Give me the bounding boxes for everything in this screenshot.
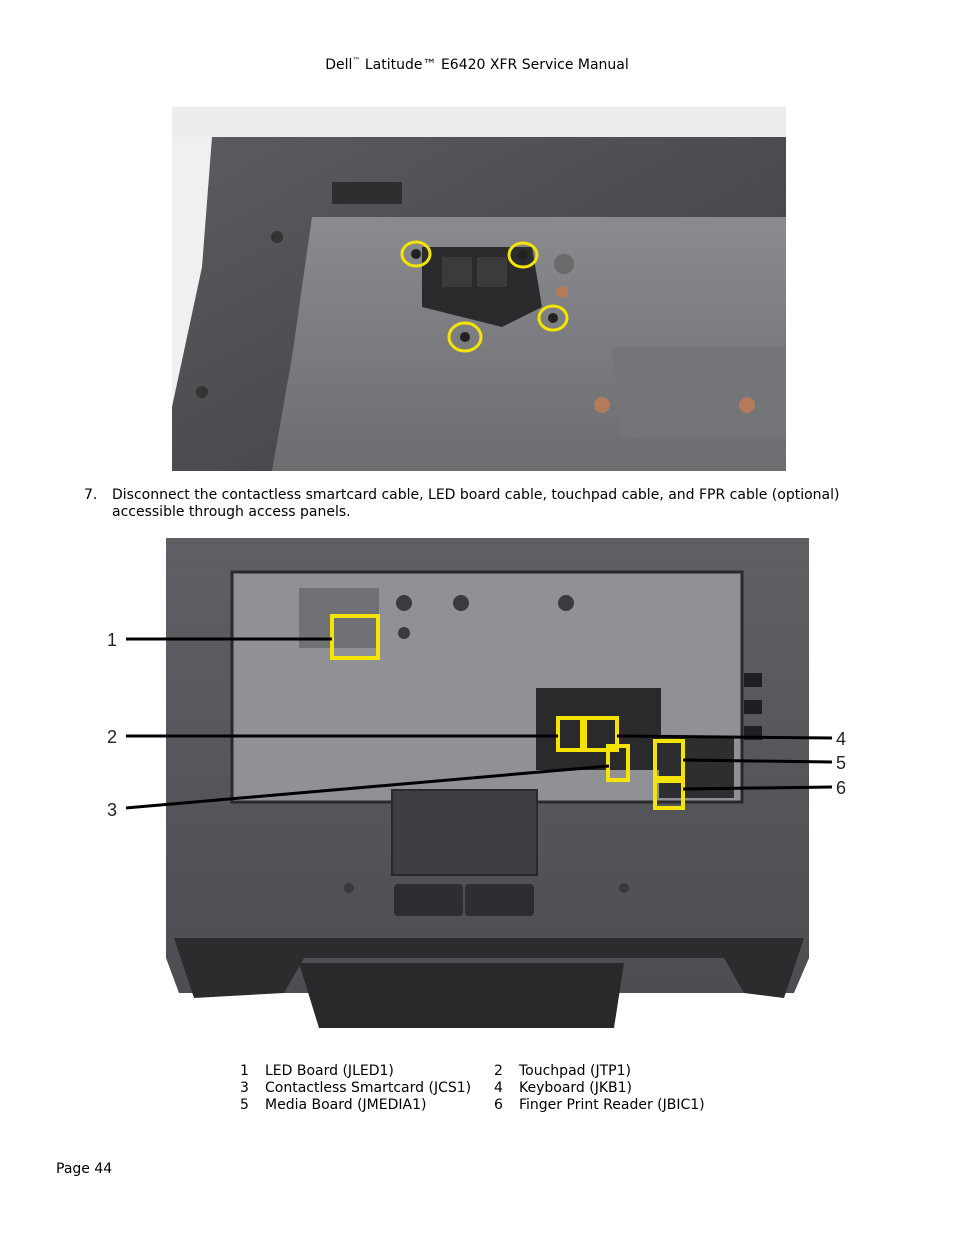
header-title: Latitude™ E6420 XFR Service Manual <box>360 57 629 73</box>
base-screws-illustration <box>172 107 786 471</box>
header-brand: Dell <box>325 57 353 73</box>
legend-number: 5 <box>240 1097 249 1113</box>
connector-legend <box>240 1063 740 1114</box>
connectors-illustration <box>104 538 854 1036</box>
legend-label: Finger Print Reader (JBIC1) <box>519 1097 705 1113</box>
legend-label: Keyboard (JKB1) <box>519 1080 633 1096</box>
callout-2: 2 <box>107 727 118 747</box>
legend-number: 4 <box>494 1080 503 1096</box>
step-number: 7. <box>84 487 98 503</box>
connectors-photo <box>104 538 854 1036</box>
callout-3: 3 <box>107 800 118 820</box>
legend-label: Media Board (JMEDIA1) <box>265 1097 427 1113</box>
legend-row <box>240 1080 740 1097</box>
step-text: Disconnect the contactless smartcard cable, LED board cable, touchpad cable, and FPR cable (optional) accessible through access panels. <box>112 487 840 520</box>
callout-6: 6 <box>836 778 847 798</box>
legend-row <box>240 1097 740 1114</box>
callout-4: 4 <box>836 729 847 749</box>
legend-number: 2 <box>494 1063 503 1079</box>
legend-number: 1 <box>240 1063 249 1079</box>
legend-row <box>240 1063 740 1080</box>
legend-number: 6 <box>494 1097 503 1113</box>
legend-label: Touchpad (JTP1) <box>519 1063 631 1079</box>
legend-label: LED Board (JLED1) <box>265 1063 394 1079</box>
legend-number: 3 <box>240 1080 249 1096</box>
callout-1: 1 <box>107 630 118 650</box>
trademark-symbol: ™ <box>352 56 361 65</box>
page-number: Page 44 <box>56 1161 113 1177</box>
legend-label: Contactless Smartcard (JCS1) <box>265 1080 472 1096</box>
page-header <box>0 56 954 73</box>
base-screws-photo <box>172 107 786 471</box>
callout-5: 5 <box>836 753 847 773</box>
